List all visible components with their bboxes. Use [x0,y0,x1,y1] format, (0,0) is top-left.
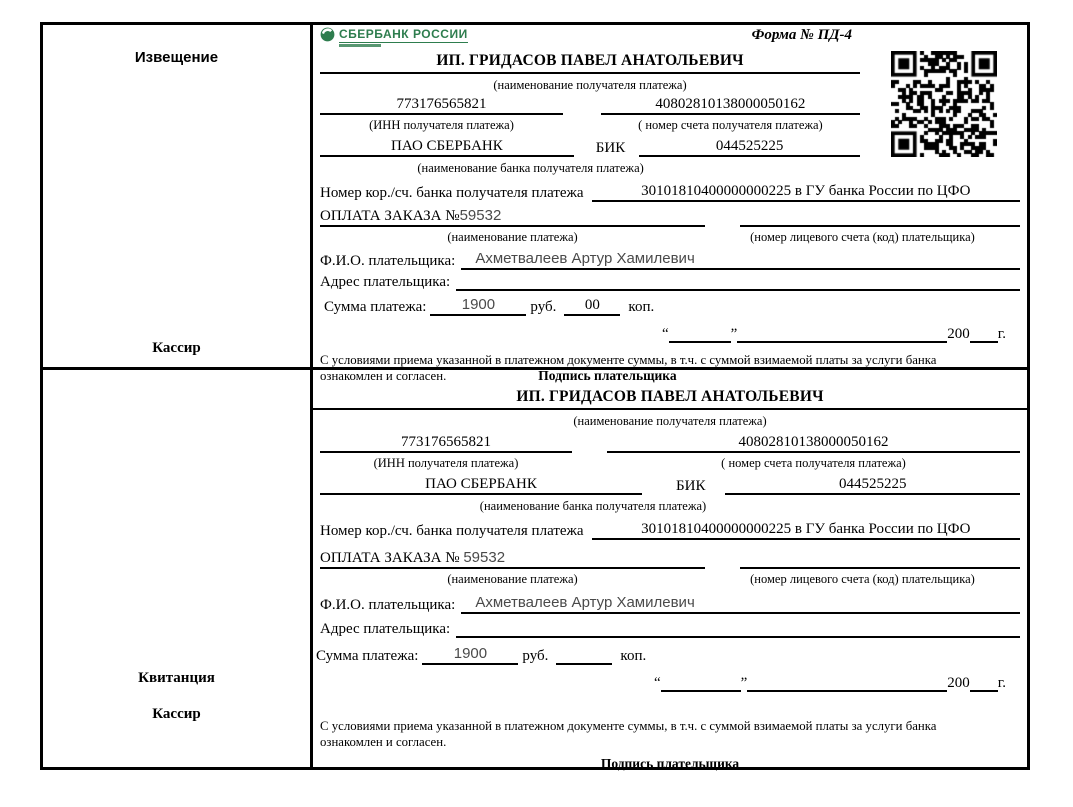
personal-account-caption: (номер лицевого счета (код) плательщика) [750,572,975,586]
year-prefix: 200 [947,326,970,342]
section-izveshchenie [43,25,1027,383]
quote-close: ” [740,675,748,691]
corr-account-value: 30101810400000000225 в ГУ банка России по ЦФО [592,182,1020,202]
kvitanciya-side-cell [43,370,313,767]
kop-label: коп. [620,648,647,664]
fio-value: Ахметвалеев Артур Хамилевич [461,250,1020,270]
quote-open: “ [653,675,661,691]
bank-name: ПАО СБЕРБАНК [320,476,642,495]
address-value [456,636,1020,638]
payee-caption: (наименование получателя платежа) [573,414,767,428]
sum-label: Сумма платежа: [316,648,419,664]
qr-code [891,51,997,157]
payment-name-field [320,549,705,569]
rub-label: руб. [530,299,557,315]
sum-value: 1900 [430,296,526,316]
payment-name-label: ОПЛАТА ЗАКАЗА № [320,550,460,566]
date-month-field [747,690,947,692]
sberbank-logo [320,27,468,47]
rub-label: руб. [522,648,549,664]
payment-caption: (наименование платежа) [447,572,578,586]
payment-name-field [320,207,705,227]
izveshchenie-side-cell [43,25,313,367]
fio-value: Ахметвалеев Артур Хамилевич [461,594,1020,614]
kop-value [556,663,612,665]
payment-name-label: ОПЛАТА ЗАКАЗА № [320,208,460,224]
agreement-line2: ознакомлен и согласен. [320,735,447,749]
personal-account-field [740,567,1020,569]
form-number-label: Форма № ПД-4 [751,27,852,43]
kop-label: коп. [628,299,655,315]
pd4-form [40,22,1030,770]
notice-label: Извещение [134,49,219,66]
bik-label: БИК [595,140,626,156]
account-value: 40802810138000050162 [607,434,1020,453]
account-value: 40802810138000050162 [601,96,860,115]
sberbank-emblem-icon [320,27,335,42]
payment-order-value: 59532 [463,549,506,566]
bik-label: БИК [676,478,706,494]
fio-label: Ф.И.О. плательщика: [320,253,456,269]
payer-signature-label: Подпись плательщика [538,368,677,383]
bik-value: 044525225 [639,138,860,157]
bik-value: 044525225 [725,476,1020,495]
address-label: Адрес плательщика: [320,621,451,637]
quote-close: ” [730,326,738,342]
corr-account-value: 30101810400000000225 в ГУ банка России по ЦФО [592,520,1020,540]
cashier-label-top: Кассир [152,340,201,356]
agreement-line2: ознакомлен и согласен. [320,369,447,383]
year-suffix: г. [997,326,1006,342]
sum-label: Сумма платежа: [324,299,427,315]
date-year-field [970,341,998,343]
agreement-line1: С условиями приема указанной в платежном документе суммы, в т.ч. с суммой взимаемой платы за услуги банка [320,719,937,733]
kop-value: 00 [564,296,620,316]
kvitanciya-form-cell [313,370,1027,771]
sberbank-logo-text: СБЕРБАНК РОССИИ [339,27,468,41]
inn-value: 773176565821 [320,434,572,453]
izveshchenie-form-cell [313,25,1027,383]
address-value [456,289,1020,291]
bank-caption: (наименование банка получателя платежа) [479,499,707,513]
account-caption: ( номер счета получателя платежа) [721,456,906,470]
bank-name: ПАО СБЕРБАНК [320,138,574,157]
section-kvitanciya [43,370,1027,771]
payee-name-line [313,408,1027,410]
year-prefix: 200 [947,675,970,691]
inn-caption: (ИНН получателя платежа) [373,456,519,470]
date-day-field [669,341,731,343]
corr-account-label: Номер кор./сч. банка получателя платежа [320,185,584,201]
address-label: Адрес плательщика: [320,274,451,290]
inn-caption: (ИНН получателя платежа) [369,118,514,132]
year-suffix: г. [997,675,1006,691]
form-header-row [320,27,1020,49]
personal-account-caption: (номер лицевого счета (код) плательщика) [750,230,975,244]
date-year-field [970,690,998,692]
date-month-field [737,341,947,343]
payee-name: ИП. ГРИДАСОВ ПАВЕЛ АНАТОЛЬЕВИЧ [436,52,744,69]
quote-open: “ [661,326,669,342]
payer-signature-label: Подпись плательщика [600,756,740,771]
corr-account-label: Номер кор./сч. банка получателя платежа [320,523,584,539]
sum-value: 1900 [422,645,518,665]
payment-caption: (наименование платежа) [447,230,578,244]
cashier-label-bottom: Кассир [152,706,201,722]
payee-name: ИП. ГРИДАСОВ ПАВЕЛ АНАТОЛЬЕВИЧ [516,388,824,405]
sberbank-logo-tagline-bar [339,44,381,47]
account-caption: ( номер счета получателя платежа) [638,118,823,132]
bank-caption: (наименование банка получателя платежа) [417,161,644,175]
payee-caption: (наименование получателя платежа) [493,78,687,92]
inn-value: 773176565821 [320,96,563,115]
fio-label: Ф.И.О. плательщика: [320,597,456,613]
payee-name-line [320,72,860,74]
personal-account-field [740,225,1020,227]
receipt-label: Квитанция [138,670,215,686]
date-day-field [661,690,741,692]
payment-order-value: 59532 [459,207,502,224]
agreement-line1: С условиями приема указанной в платежном документе суммы, в т.ч. с суммой взимаемой платы за услуги банка [320,353,937,367]
